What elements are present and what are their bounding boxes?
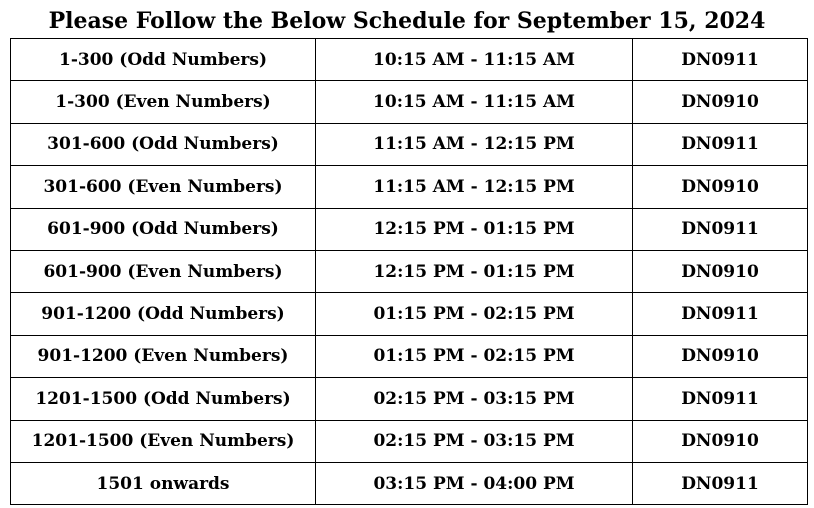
code-cell: DN0911 xyxy=(633,378,808,420)
table-row xyxy=(11,293,808,335)
number-range-cell: 1501 onwards xyxy=(11,462,316,504)
time-slot-cell: 11:15 AM - 12:15 PM xyxy=(316,123,633,165)
time-slot-cell: 12:15 PM - 01:15 PM xyxy=(316,250,633,292)
number-range-cell: 301-600 (Odd Numbers) xyxy=(11,123,316,165)
page-title: Please Follow the Below Schedule for September 15, 2024 xyxy=(48,8,766,34)
time-slot-cell: 12:15 PM - 01:15 PM xyxy=(316,208,633,250)
code-cell: DN0910 xyxy=(633,166,808,208)
table-row xyxy=(11,166,808,208)
code-cell: DN0911 xyxy=(633,123,808,165)
number-range-cell: 1-300 (Odd Numbers) xyxy=(11,39,316,81)
schedule-table xyxy=(10,38,808,505)
number-range-cell: 301-600 (Even Numbers) xyxy=(11,166,316,208)
code-cell: DN0911 xyxy=(633,208,808,250)
code-cell: DN0910 xyxy=(633,250,808,292)
time-slot-cell: 10:15 AM - 11:15 AM xyxy=(316,39,633,81)
code-cell: DN0911 xyxy=(633,293,808,335)
table-row xyxy=(11,39,808,81)
number-range-cell: 901-1200 (Even Numbers) xyxy=(11,335,316,377)
table-row xyxy=(11,378,808,420)
table-row xyxy=(11,462,808,504)
table-row xyxy=(11,81,808,123)
table-row xyxy=(11,208,808,250)
time-slot-cell: 01:15 PM - 02:15 PM xyxy=(316,293,633,335)
number-range-cell: 601-900 (Even Numbers) xyxy=(11,250,316,292)
number-range-cell: 601-900 (Odd Numbers) xyxy=(11,208,316,250)
time-slot-cell: 02:15 PM - 03:15 PM xyxy=(316,378,633,420)
number-range-cell: 1-300 (Even Numbers) xyxy=(11,81,316,123)
code-cell: DN0910 xyxy=(633,335,808,377)
time-slot-cell: 11:15 AM - 12:15 PM xyxy=(316,166,633,208)
number-range-cell: 1201-1500 (Odd Numbers) xyxy=(11,378,316,420)
time-slot-cell: 10:15 AM - 11:15 AM xyxy=(316,81,633,123)
table-row xyxy=(11,123,808,165)
number-range-cell: 901-1200 (Odd Numbers) xyxy=(11,293,316,335)
code-cell: DN0910 xyxy=(633,81,808,123)
code-cell: DN0911 xyxy=(633,462,808,504)
schedule-table-body xyxy=(11,39,808,505)
number-range-cell: 1201-1500 (Even Numbers) xyxy=(11,420,316,462)
time-slot-cell: 02:15 PM - 03:15 PM xyxy=(316,420,633,462)
code-cell: DN0911 xyxy=(633,39,808,81)
time-slot-cell: 03:15 PM - 04:00 PM xyxy=(316,462,633,504)
table-row xyxy=(11,335,808,377)
table-row xyxy=(11,250,808,292)
time-slot-cell: 01:15 PM - 02:15 PM xyxy=(316,335,633,377)
table-row xyxy=(11,420,808,462)
code-cell: DN0910 xyxy=(633,420,808,462)
